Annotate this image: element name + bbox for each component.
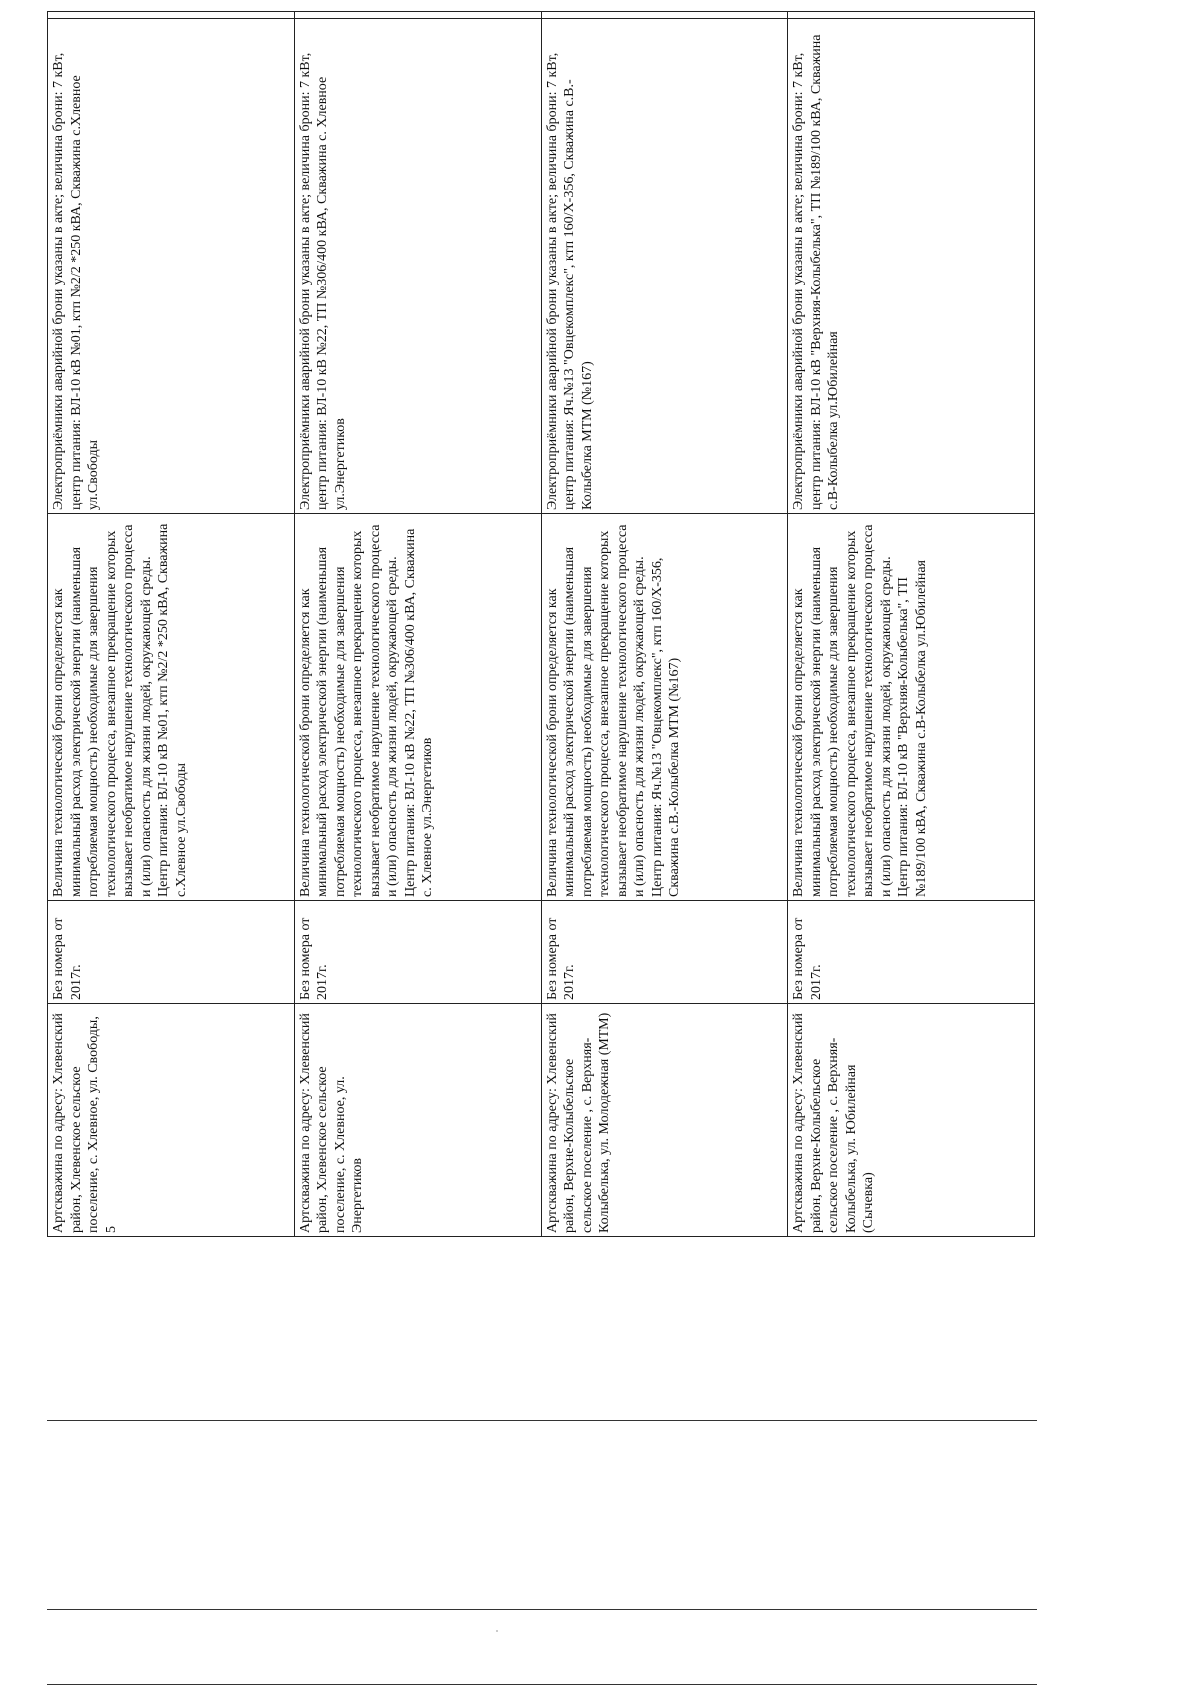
emergency-reserve-cell: Электроприёмники аварийной брони указаны в акте; величина брони: 7 кВт, центр питания: ВЛ-10 кВ "Верхняя-Колыбелька", ТП №189/100 кВА, Скважина с.В-Колыбелка ул.Юбилейная bbox=[788, 19, 1035, 514]
tech-reserve-cell: Величина технологической брони определяется как минимальный расход электрической энергии (наименьшая потребляемая мощность) необходимые для завершения технологического процесса, внезапное прекращение которых вызывает необратимое нарушение технологического процесса и (или) опасность для жизни людей, окружающей среды. Центр питания: ВЛ-10 кВ №01, ктп №2/2 *250 кВА, Скважина с.Хлевное ул.Свободы bbox=[48, 514, 295, 901]
table-row bbox=[788, 12, 1035, 1237]
table-row bbox=[294, 12, 541, 1237]
emergency-reserve-cell: Электроприёмники аварийной брони указаны в акте; величина брони: 7 кВт, центр питания: ВЛ-10 кВ №22, ТП №306/400 кВА, Скважина с. Хлевное ул.Энергетиков bbox=[294, 19, 541, 514]
address-cell: Артскважина по адресу: Хлевенский район, Хлевенское сельское поселение, с. Хлевное, ул. Энергетиков bbox=[294, 1004, 541, 1237]
address-cell: Артскважина по адресу: Хлевенский район, Верхне-Колыбельское сельское поселение , с. Верхняя-Колыбелька, ул. Молодежная (МТМ) bbox=[541, 1004, 788, 1237]
act-cell: Без номера от 2017г. bbox=[541, 901, 788, 1004]
signature-line bbox=[47, 1684, 1037, 1685]
emergency-reserve-cell: Электроприёмники аварийной брони указаны в акте; величина брони: 7 кВт, центр питания: ВЛ-10 кВ №01, ктп №2/2 *250 кВА, Скважина с.Хлевное ул.Свободы bbox=[48, 19, 295, 514]
tech-reserve-cell: Величина технологической брони определяется как минимальный расход электрической энергии (наименьшая потребляемая мощность) необходимые для завершения технологического процесса, внезапное прекращение которых вызывает необратимое нарушение технологического процесса и (или) опасность для жизни людей, окружающей среды. Центр питания: ВЛ-10 кВ "Верхняя-Колыбелька", ТП №189/100 кВА, Скважина с.В-Колыбелка ул.Юбилейная bbox=[788, 514, 1035, 901]
signature-line bbox=[47, 1420, 1037, 1421]
emergency-reserve-table bbox=[47, 11, 1035, 1237]
empty-cell bbox=[541, 12, 788, 19]
signature-line bbox=[47, 1609, 1037, 1610]
rotated-table-page bbox=[47, 34, 1035, 1237]
address-cell: Артскважина по адресу: Хлевенский район, Верхне-Колыбельское сельское поселение , с. Верхняя-Колыбелька, ул. Юбилейная (Сычевка) bbox=[788, 1004, 1035, 1237]
act-cell: Без номера от 2017г. bbox=[788, 901, 1035, 1004]
table-row bbox=[48, 12, 295, 1237]
empty-cell bbox=[48, 12, 295, 19]
table-row bbox=[541, 12, 788, 1237]
tech-reserve-cell: Величина технологической брони определяется как минимальный расход электрической энергии (наименьшая потребляемая мощность) необходимые для завершения технологического процесса, внезапное прекращение которых вызывает необратимое нарушение технологического процесса и (или) опасность для жизни людей, окружающей среды. Центр питания: ВЛ-10 кВ №22, ТП №306/400 кВА, Скважина с. Хлевное ул.Энергетиков bbox=[294, 514, 541, 901]
empty-cell bbox=[294, 12, 541, 19]
act-cell: Без номера от 2017г. bbox=[48, 901, 295, 1004]
empty-cell bbox=[788, 12, 1035, 19]
emergency-reserve-cell: Электроприёмники аварийной брони указаны в акте; величина брони: 7 кВт, центр питания: Яч.№13 "Овцекомплекс", ктп 160/Х-356, Скважина с.В.-Колыбелка МТМ (№167) bbox=[541, 19, 788, 514]
tech-reserve-cell: Величина технологической брони определяется как минимальный расход электрической энергии (наименьшая потребляемая мощность) необходимые для завершения технологического процесса, внезапное прекращение которых вызывает необратимое нарушение технологического процесса и (или) опасность для жизни людей, окружающей среды. Центр питания: Яч.№13 "Овцекомплекс", ктп 160/Х-356, Скважина с.В.-Колыбелка МТМ (№167) bbox=[541, 514, 788, 901]
act-cell: Без номера от 2017г. bbox=[294, 901, 541, 1004]
scan-speck bbox=[496, 1630, 498, 1632]
address-cell: Артскважина по адресу: Хлевенский район, Хлевенское сельское поселение, с. Хлевное, ул. Свободы, 5 bbox=[48, 1004, 295, 1237]
